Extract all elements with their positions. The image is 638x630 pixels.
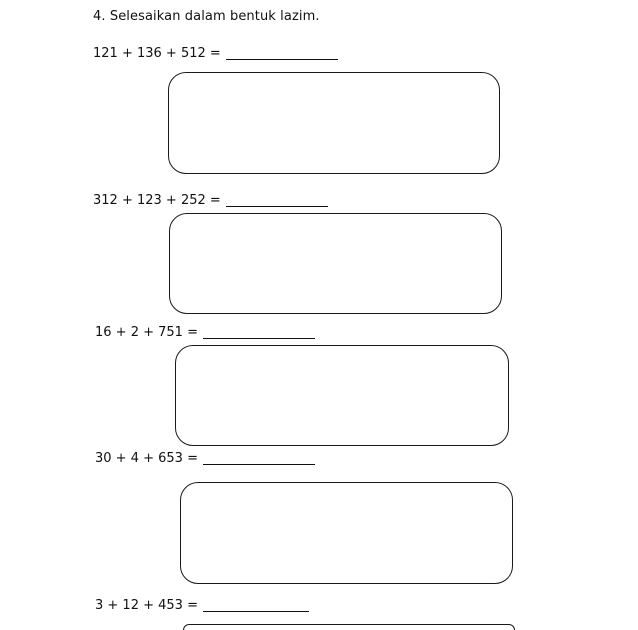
instruction-heading: 4. Selesaikan dalam bentuk lazim.: [93, 9, 320, 24]
question-2-expression: 312 + 123 + 252 =: [93, 193, 221, 208]
question-5-working-box[interactable]: [183, 624, 515, 630]
question-5-answer-blank[interactable]: [203, 610, 309, 612]
question-5: [95, 598, 309, 614]
question-4-expression: 30 + 4 + 653 =: [95, 451, 198, 466]
question-4-working-box[interactable]: [180, 482, 513, 584]
question-4-answer-blank[interactable]: [203, 463, 315, 465]
question-3-working-box[interactable]: [175, 345, 509, 446]
question-3: [95, 325, 315, 341]
question-3-expression: 16 + 2 + 751 =: [95, 325, 198, 340]
question-1-answer-blank[interactable]: [226, 58, 338, 60]
question-1-expression: 121 + 136 + 512 =: [93, 46, 221, 61]
question-2-working-box[interactable]: [169, 213, 502, 314]
question-2: [93, 193, 328, 209]
question-2-answer-blank[interactable]: [226, 205, 328, 207]
question-5-expression: 3 + 12 + 453 =: [95, 598, 198, 613]
question-4: [95, 451, 315, 467]
question-1: [93, 46, 338, 62]
question-1-working-box[interactable]: [168, 72, 500, 174]
question-3-answer-blank[interactable]: [203, 337, 315, 339]
